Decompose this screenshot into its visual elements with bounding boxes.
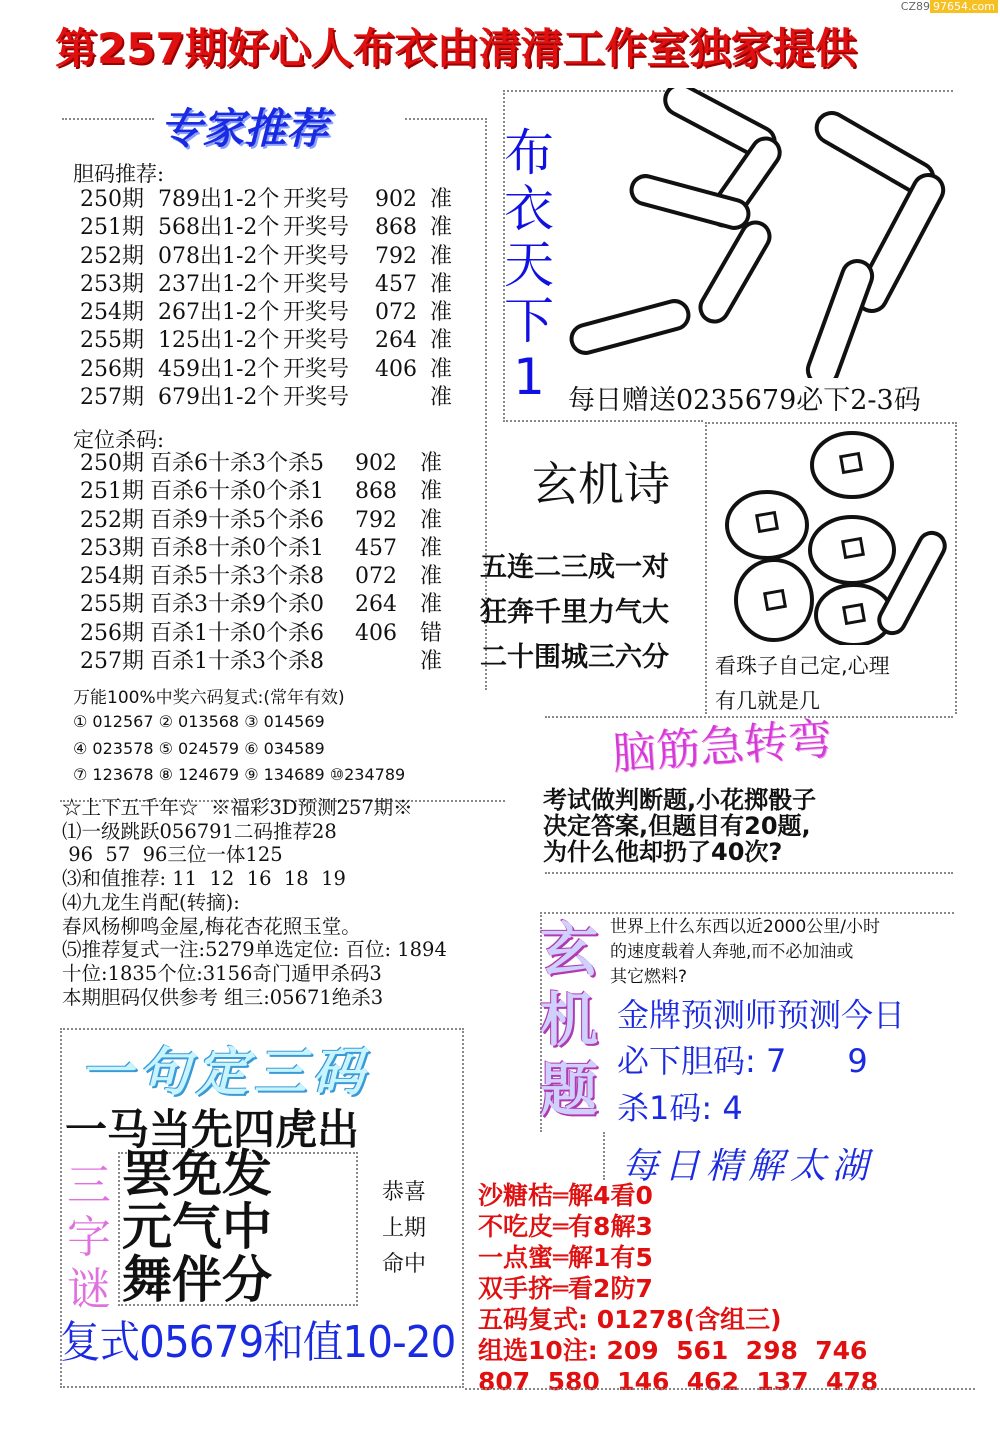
wn-label: 万能100%中奖六码复式:(常年有效) — [73, 688, 345, 708]
expert-heading: 专家推荐 — [160, 104, 329, 153]
dm-status: 准 — [430, 328, 453, 354]
buyi-char: 布 — [504, 124, 554, 182]
riddle-char: 玄 — [539, 916, 598, 984]
dw-row — [80, 535, 450, 563]
dm-label: 胆码推荐: — [73, 162, 165, 186]
beads-drawing — [712, 430, 952, 645]
taihu-line: 不吃皮═有8解3 — [478, 1212, 653, 1241]
poem-line: 狂奔千里力气大 — [480, 597, 669, 628]
gold-line-1: 金牌预测师预测今日 — [617, 996, 906, 1034]
dw-result: 264 — [355, 592, 397, 618]
dw-row — [80, 620, 450, 648]
beads-note-1: 看珠子自己定,心理 — [715, 654, 890, 678]
dm-row — [80, 327, 460, 355]
dm-numbers: 679出1-2个 — [158, 385, 280, 411]
dm-row — [80, 356, 460, 384]
yijuding-heading: 一句定三码 — [80, 1043, 371, 1103]
dm-period: 251期 — [80, 215, 144, 241]
big-riddle-words — [122, 1145, 272, 1309]
dw-result: 072 — [355, 564, 397, 590]
dw-table — [80, 450, 450, 676]
dm-kaijiang: 开奖号 — [283, 187, 350, 212]
dw-result: 902 — [355, 451, 397, 476]
forecast-line: ⑸推荐复式一注:5279单选定位: 百位: 1894 — [62, 938, 447, 962]
taihu-title: 每日精解太湖 — [622, 1146, 875, 1187]
dw-status: 准 — [420, 649, 443, 675]
brain-line: 决定答案,但题目有20题, — [543, 812, 811, 840]
riddle-q2: 的速度载着人奔驰,而不必加油或 — [610, 942, 854, 962]
big-37-drawing — [560, 88, 950, 378]
dm-result: 072 — [375, 300, 417, 326]
big-riddle-line: 罢免发 — [122, 1145, 272, 1203]
dm-status: 准 — [430, 300, 453, 326]
forecast-line: 十位:1835个位:3156奇门遁甲杀码3 — [62, 961, 382, 985]
dm-result: 264 — [375, 328, 417, 354]
dm-kaijiang: 开奖号 — [283, 215, 350, 241]
dw-period: 251期 — [80, 479, 144, 505]
beads-note-2: 有几就是几 — [715, 689, 820, 713]
page-title: 第257期好心人布衣由清清工作室独家提供 — [55, 24, 857, 73]
buyi-char: 下 — [504, 292, 554, 350]
wn-row: ① 012567 ② 013568 ③ 014569 — [73, 712, 325, 731]
poem-line: 二十围城三六分 — [480, 642, 669, 673]
dw-period: 254期 — [80, 564, 144, 590]
dm-row — [80, 384, 460, 412]
riddle-q3: 其它燃料? — [610, 967, 688, 987]
wn-list — [73, 709, 405, 789]
congrats-text — [382, 1175, 426, 1283]
dm-kaijiang: 开奖号 — [283, 271, 350, 297]
dm-numbers: 237出1-2个 — [158, 271, 280, 297]
dw-row — [80, 478, 450, 506]
forecast-line: 96 57 96三位一体125 — [62, 843, 283, 867]
dm-period: 253期 — [80, 271, 144, 297]
forecast-line: 本期胆码仅供参考 组三:05671绝杀3 — [62, 985, 384, 1009]
dw-status: 准 — [420, 564, 443, 590]
sanzimi-char: 字 — [67, 1212, 111, 1263]
dm-numbers: 789出1-2个 — [158, 187, 280, 212]
dm-result: 868 — [375, 215, 417, 241]
dw-status: 准 — [420, 451, 443, 476]
dm-status: 准 — [430, 356, 453, 382]
dm-row — [80, 186, 460, 214]
dw-result: 457 — [355, 535, 397, 561]
dw-result: 868 — [355, 479, 397, 505]
dw-kill: 百杀1十杀0个杀6 — [150, 620, 324, 646]
taihu-line: 双手挤═看2防7 — [478, 1274, 653, 1303]
dm-period: 250期 — [80, 187, 144, 212]
dw-period: 257期 — [80, 649, 144, 675]
congrats-line: 上期 — [382, 1216, 427, 1241]
taihu-line: 沙糖桔═解4看0 — [478, 1181, 653, 1210]
dm-numbers: 267出1-2个 — [158, 300, 280, 326]
wn-row: ⑦ 123678 ⑧ 124679 ⑨ 134689 ⑩234789 — [73, 765, 406, 784]
dw-status: 准 — [420, 507, 443, 533]
yijuding-phrase: 一马当先四虎出 — [65, 1105, 360, 1154]
logo-domain: 97654.com — [930, 0, 998, 13]
poem-line: 五连二三成一对 — [480, 552, 669, 583]
riddle-q1: 世界上什么东西以近2000公里/小时 — [610, 917, 880, 937]
poem-title: 玄机诗 — [532, 457, 670, 511]
dw-status: 准 — [420, 592, 443, 618]
dw-status: 准 — [420, 535, 443, 561]
forecast-line: ⑷九龙生肖配(转摘): — [62, 890, 240, 914]
dw-period: 256期 — [80, 620, 144, 646]
forecast-line: 春风杨柳鸣金屋,梅花杏花照玉堂。 — [62, 914, 361, 938]
forecast-line: ⑶和值推荐: 11 12 16 18 19 — [62, 867, 346, 891]
dm-period: 256期 — [80, 356, 144, 382]
dw-row — [80, 591, 450, 619]
dw-status: 错 — [420, 620, 443, 646]
dw-row — [80, 648, 450, 676]
congrats-line: 恭喜 — [382, 1180, 427, 1205]
dw-period: 253期 — [80, 535, 144, 561]
dm-status: 准 — [430, 243, 453, 269]
taihu-lines — [478, 1180, 878, 1397]
riddle-char: 题 — [539, 1056, 598, 1124]
site-logo — [901, 0, 998, 13]
congrats-line: 命中 — [382, 1252, 427, 1277]
dm-numbers: 078出1-2个 — [158, 243, 280, 269]
dw-period: 252期 — [80, 507, 144, 533]
riddle-char: 机 — [539, 986, 598, 1054]
dw-status: 准 — [420, 479, 443, 505]
dw-row — [80, 563, 450, 591]
dw-kill: 百杀6十杀0个杀1 — [150, 479, 324, 505]
forecast-line: ☆上下五千年☆ ※福彩3D预测257期※ — [62, 796, 413, 819]
buyi-char: 1 — [513, 348, 545, 406]
dm-row — [80, 243, 460, 271]
dw-kill: 百杀6十杀3个杀5 — [150, 451, 324, 476]
dw-kill: 百杀5十杀3个杀8 — [150, 564, 324, 590]
dm-status: 准 — [430, 385, 453, 411]
dm-period: 255期 — [80, 328, 144, 354]
dw-kill: 百杀9十杀5个杀6 — [150, 507, 324, 533]
dm-result: 457 — [375, 271, 417, 297]
sanzimi-char: 三 — [67, 1160, 111, 1211]
big-riddle-line: 舞伴分 — [122, 1251, 272, 1309]
dm-numbers: 568出1-2个 — [158, 215, 280, 241]
dw-row — [80, 507, 450, 535]
dm-kaijiang: 开奖号 — [283, 328, 350, 354]
dw-result: 406 — [355, 620, 397, 646]
dm-period: 252期 — [80, 243, 144, 269]
dm-row — [80, 214, 460, 242]
dm-status: 准 — [430, 187, 453, 212]
brain-question — [543, 787, 816, 865]
dw-kill: 百杀8十杀0个杀1 — [150, 535, 324, 561]
dm-result: 792 — [375, 243, 417, 269]
buyi-char: 衣 — [504, 180, 554, 238]
dw-kill: 百杀1十杀3个杀8 — [150, 649, 324, 675]
dm-period: 257期 — [80, 385, 144, 411]
dw-row — [80, 450, 450, 478]
fushi-line: 复式05679和值10-20 — [60, 1317, 456, 1368]
wn-row: ④ 023578 ⑤ 024579 ⑥ 034589 — [73, 738, 325, 758]
gold-line-2: 必下胆码: 7 9 — [617, 1042, 868, 1080]
dm-kaijiang: 开奖号 — [283, 300, 350, 326]
dm-numbers: 459出1-2个 — [158, 356, 280, 382]
forecast-lines — [62, 796, 447, 1009]
dm-row — [80, 299, 460, 327]
dm-kaijiang: 开奖号 — [283, 356, 350, 382]
logo-prefix: CZ89 — [900, 0, 931, 13]
poem-lines — [480, 545, 669, 680]
dm-row — [80, 271, 460, 299]
taihu-line: 组选10注: 209 561 298 746 — [478, 1336, 868, 1365]
forecast-line: ⑴一级跳跃056791二码推荐28 — [62, 819, 337, 843]
brain-title: 脑筋急转弯 — [610, 713, 834, 780]
dm-result: 902 — [375, 187, 417, 212]
brain-line: 为什么他却扔了40次? — [543, 838, 783, 866]
dm-result: 406 — [375, 356, 417, 382]
sanzimi-char: 谜 — [67, 1264, 111, 1315]
gold-line-3: 杀1码: 4 — [617, 1089, 743, 1127]
dw-result: 792 — [355, 507, 397, 533]
riddle-vertical — [538, 915, 600, 1125]
dm-period: 254期 — [80, 300, 144, 326]
buyi-vertical — [498, 125, 560, 405]
dm-table — [80, 186, 460, 412]
dm-kaijiang: 开奖号 — [283, 243, 350, 269]
dm-kaijiang: 开奖号 — [283, 385, 350, 411]
taihu-line: 一点蜜═解1有5 — [478, 1243, 653, 1272]
dm-status: 准 — [430, 215, 453, 241]
big-riddle-line: 元气中 — [122, 1198, 272, 1256]
sanzimi-vertical — [63, 1160, 115, 1316]
dm-numbers: 125出1-2个 — [158, 328, 280, 354]
dw-label: 定位杀码: — [73, 428, 165, 452]
brain-line: 考试做判断题,小花掷骰子 — [543, 786, 817, 814]
dw-period: 250期 — [80, 451, 144, 476]
dm-status: 准 — [430, 271, 453, 297]
dw-period: 255期 — [80, 592, 144, 618]
taihu-line: 807 580 146 462 137 478 — [478, 1367, 879, 1396]
taihu-line: 五码复式: 01278(含组三) — [478, 1305, 782, 1334]
dw-kill: 百杀3十杀9个杀0 — [150, 592, 324, 618]
buyi-char: 天 — [504, 236, 554, 294]
daily-gift: 每日赠送0235679必下2-3码 — [568, 385, 921, 416]
